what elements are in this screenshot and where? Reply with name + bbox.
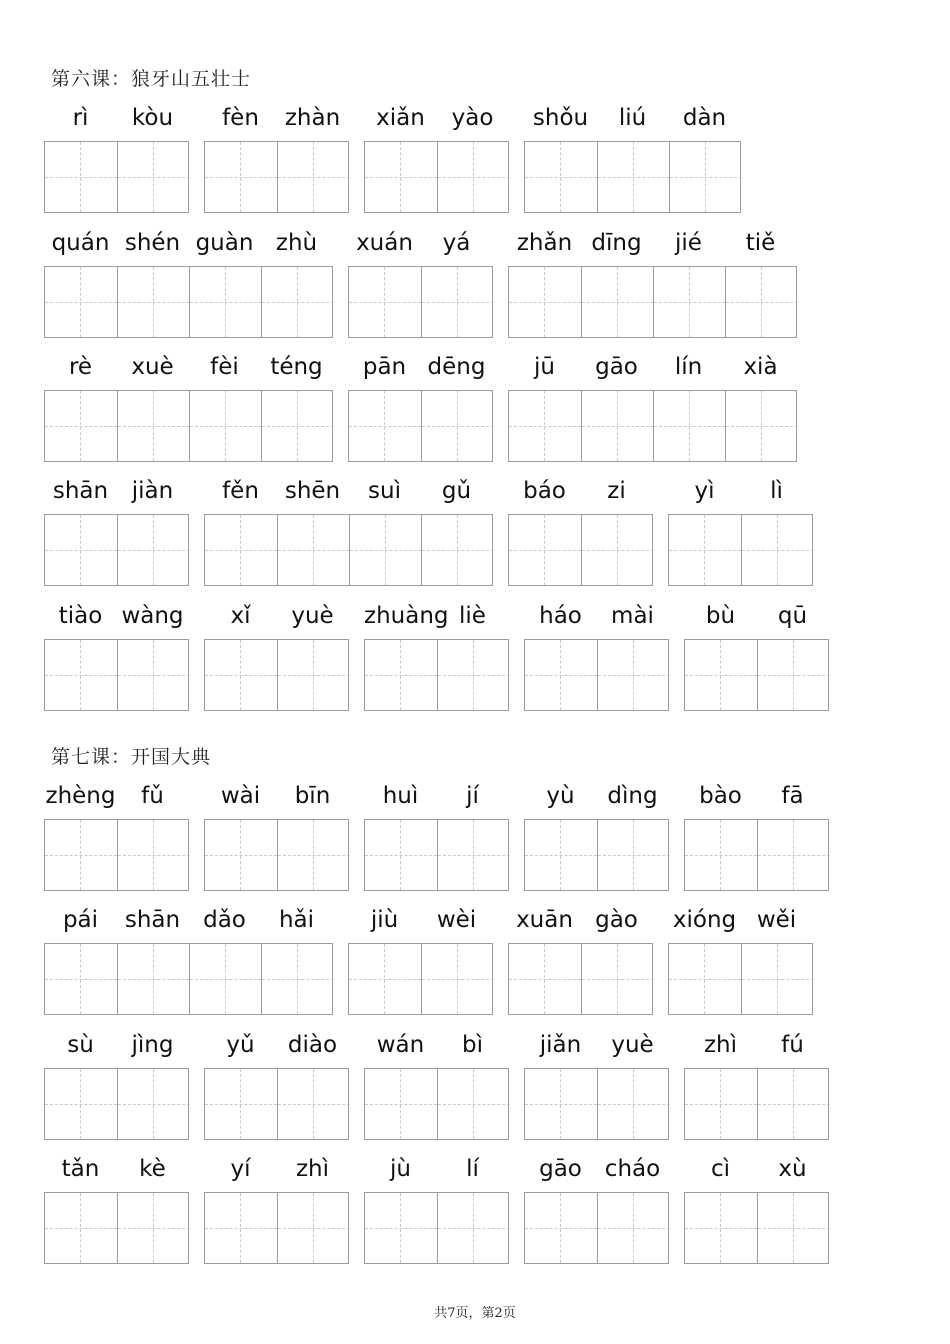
writing-cell[interactable] [525,640,597,710]
word-row [0,782,950,894]
pinyin-label: zhǎn [516,230,573,256]
word-box [508,514,653,586]
pinyin-label: zi [607,478,626,504]
writing-cell[interactable] [685,1069,757,1139]
writing-cell[interactable] [277,640,350,710]
pinyin-label: shān [124,907,181,933]
writing-cell[interactable] [117,640,190,710]
word-box [668,943,813,1015]
word-row [0,477,950,589]
pinyin-label: zhì [703,1032,738,1058]
writing-cell[interactable] [597,640,670,710]
pinyin-label: yí [230,1156,251,1182]
pinyin-label: wěi [756,907,797,933]
pinyin-label: fèi [210,354,239,380]
pinyin-label: fèn [222,105,259,131]
pinyin-label: fú [781,1032,804,1058]
word-box [364,141,509,213]
writing-cell[interactable] [365,1193,437,1263]
writing-cell[interactable] [597,1193,670,1263]
word-row [0,353,950,465]
word-box [524,1192,669,1264]
writing-cell[interactable] [349,391,421,461]
writing-cell[interactable] [205,1069,277,1139]
writing-cell[interactable] [597,820,670,890]
writing-cell[interactable] [653,267,726,337]
writing-cell[interactable] [117,391,190,461]
pinyin-label: tiào [58,603,103,629]
word-box [364,819,509,891]
word-row [0,229,950,341]
word-box [44,639,189,711]
pinyin-label: shēn [284,478,341,504]
word-box [44,266,333,338]
word-box [364,1192,509,1264]
writing-cell[interactable] [277,515,350,585]
pinyin-label: yuè [611,1032,654,1058]
pinyin-label: xuè [131,354,174,380]
writing-cell[interactable] [45,1193,117,1263]
pinyin-label: zhì [295,1156,330,1182]
word-box [44,943,333,1015]
pinyin-label: bì [462,1032,483,1058]
pinyin-label: yì [694,478,715,504]
pinyin-label: liú [618,105,647,131]
writing-cell[interactable] [117,515,190,585]
pinyin-label: lì [770,478,783,504]
writing-cell[interactable] [365,1069,437,1139]
writing-cell[interactable] [757,820,830,890]
writing-cell[interactable] [45,391,117,461]
writing-cell[interactable] [669,142,742,212]
pinyin-label: yǔ [226,1032,255,1058]
pinyin-label: dēng [427,354,486,380]
pinyin-label: shén [124,230,181,256]
writing-cell[interactable] [45,515,117,585]
word-box [204,141,349,213]
pinyin-label: gǔ [441,478,472,504]
pinyin-label: xǐ [230,603,251,629]
writing-cell[interactable] [117,1069,190,1139]
pinyin-label: jiù [370,907,399,933]
pinyin-label: hǎi [278,907,315,933]
writing-cell[interactable] [365,820,437,890]
word-box [204,1192,349,1264]
pinyin-label: xià [743,354,778,380]
pinyin-label: jiǎn [539,1032,582,1058]
pinyin-label: cháo [604,1156,661,1182]
pinyin-label: gào [595,907,638,933]
writing-cell[interactable] [581,515,654,585]
writing-cell[interactable] [669,944,741,1014]
pinyin-label: fā [781,783,804,809]
pinyin-label: dǎo [203,907,246,933]
writing-cell[interactable] [421,267,494,337]
pinyin-label: yào [451,105,494,131]
writing-cell[interactable] [205,820,277,890]
pinyin-label: báo [523,478,566,504]
pinyin-label: lín [674,354,703,380]
word-box [364,639,509,711]
word-box [204,639,349,711]
pinyin-label: jū [534,354,555,380]
pinyin-label: zhèng [45,783,116,809]
writing-cell[interactable] [189,944,262,1014]
writing-cell[interactable] [261,267,334,337]
lesson-title: 第七课：开国大典 [51,746,212,768]
pinyin-label: zhù [275,230,318,256]
pinyin-label: pān [362,354,407,380]
writing-cell[interactable] [45,1069,117,1139]
writing-cell[interactable] [421,391,494,461]
pinyin-label: tǎn [61,1156,100,1182]
writing-cell[interactable] [597,142,670,212]
word-row [0,104,950,216]
writing-cell[interactable] [509,267,581,337]
writing-cell[interactable] [685,820,757,890]
writing-cell[interactable] [277,1069,350,1139]
pinyin-label: wèi [436,907,477,933]
writing-cell[interactable] [261,944,334,1014]
word-row [0,1031,950,1143]
pinyin-label: shǒu [532,105,589,131]
writing-cell[interactable] [45,820,117,890]
pinyin-label: zhuàng [364,603,449,629]
lesson-title: 第六课：狼牙山五壮士 [51,68,252,90]
pinyin-label: rì [72,105,89,131]
pinyin-label: xù [778,1156,807,1182]
pinyin-label: tiě [745,230,776,256]
pinyin-label: bù [705,603,736,629]
pinyin-label: lí [466,1156,479,1182]
page-footer: 共7页，第2页 [434,1306,516,1321]
writing-cell[interactable] [117,820,190,890]
pinyin-label: jìng [131,1032,174,1058]
pinyin-label: yuè [291,603,334,629]
pinyin-label: xuān [516,907,573,933]
writing-cell[interactable] [189,391,262,461]
word-box [668,514,813,586]
word-box [524,1068,669,1140]
pinyin-label: bào [699,783,742,809]
pinyin-label: wán [376,1032,425,1058]
writing-cell[interactable] [525,1069,597,1139]
writing-cell[interactable] [437,640,510,710]
writing-cell[interactable] [45,267,117,337]
pinyin-label: shān [52,478,109,504]
pinyin-label: pái [62,907,99,933]
writing-cell[interactable] [349,515,422,585]
pinyin-label: xuán [356,230,413,256]
writing-cell[interactable] [189,267,262,337]
word-box [204,819,349,891]
writing-cell[interactable] [725,391,798,461]
writing-cell[interactable] [117,142,190,212]
writing-cell[interactable] [205,1193,277,1263]
pinyin-label: jí [466,783,479,809]
writing-cell[interactable] [509,391,581,461]
word-box [44,819,189,891]
pinyin-label: jù [390,1156,411,1182]
pinyin-label: sù [67,1032,94,1058]
writing-cell[interactable] [757,1069,830,1139]
word-box [524,819,669,891]
word-box [684,1068,829,1140]
word-box [44,1192,189,1264]
pinyin-label: dìng [607,783,658,809]
pinyin-label: mài [611,603,654,629]
writing-cell[interactable] [437,820,510,890]
pinyin-label: dīng [591,230,642,256]
pinyin-label: kè [139,1156,166,1182]
word-box [508,266,797,338]
pinyin-label: cì [710,1156,731,1182]
pinyin-label: yù [546,783,575,809]
writing-cell[interactable] [421,944,494,1014]
writing-cell[interactable] [757,1193,830,1263]
pinyin-label: háo [539,603,582,629]
pinyin-label: yá [442,230,471,256]
word-box [204,514,493,586]
writing-cell[interactable] [349,944,421,1014]
pinyin-label: xióng [672,907,737,933]
pinyin-label: qū [777,603,808,629]
writing-cell[interactable] [205,640,277,710]
writing-cell[interactable] [117,267,190,337]
writing-cell[interactable] [741,515,814,585]
writing-cell[interactable] [597,1069,670,1139]
pinyin-label: bīn [294,783,331,809]
writing-cell[interactable] [685,640,757,710]
pinyin-label: fěn [222,478,259,504]
pinyin-label: quán [51,230,110,256]
writing-cell[interactable] [525,142,597,212]
writing-cell[interactable] [365,640,437,710]
pinyin-label: jiàn [131,478,174,504]
writing-cell[interactable] [45,142,117,212]
writing-cell[interactable] [261,391,334,461]
writing-cell[interactable] [653,391,726,461]
writing-cell[interactable] [741,944,814,1014]
writing-cell[interactable] [525,1193,597,1263]
word-box [524,141,741,213]
pinyin-label: gāo [539,1156,582,1182]
writing-cell[interactable] [437,1069,510,1139]
pinyin-label: jié [675,230,702,256]
writing-cell[interactable] [757,640,830,710]
writing-cell[interactable] [525,820,597,890]
word-box [364,1068,509,1140]
writing-cell[interactable] [669,515,741,585]
writing-cell[interactable] [45,640,117,710]
writing-cell[interactable] [509,515,581,585]
writing-cell[interactable] [685,1193,757,1263]
writing-cell[interactable] [581,944,654,1014]
word-box [204,1068,349,1140]
pinyin-label: dàn [682,105,727,131]
word-box [348,943,493,1015]
writing-cell[interactable] [509,944,581,1014]
word-box [684,1192,829,1264]
writing-cell[interactable] [277,142,350,212]
writing-cell[interactable] [117,944,190,1014]
pinyin-label: suì [368,478,401,504]
word-box [44,390,333,462]
writing-cell[interactable] [117,1193,190,1263]
pinyin-label: fǔ [141,783,164,809]
pinyin-label: gāo [595,354,638,380]
word-box [508,390,797,462]
word-row [0,602,950,714]
word-box [44,1068,189,1140]
pinyin-label: wài [220,783,261,809]
writing-cell[interactable] [725,267,798,337]
pinyin-label: xiǎn [376,105,425,131]
writing-cell[interactable] [277,1193,350,1263]
pinyin-label: huì [382,783,419,809]
writing-cell[interactable] [205,142,277,212]
pinyin-label: guàn [195,230,254,256]
writing-cell[interactable] [205,515,277,585]
word-box [348,266,493,338]
word-box [44,514,189,586]
pinyin-label: wàng [121,603,184,629]
writing-cell[interactable] [421,515,494,585]
word-box [684,639,829,711]
word-row [0,1155,950,1267]
writing-cell[interactable] [365,142,437,212]
pinyin-label: téng [270,354,323,380]
writing-cell[interactable] [581,267,654,337]
writing-cell[interactable] [437,142,510,212]
word-box [44,141,189,213]
word-row [0,906,950,1018]
writing-cell[interactable] [581,391,654,461]
word-box [508,943,653,1015]
writing-cell[interactable] [349,267,421,337]
pinyin-label: zhàn [284,105,341,131]
word-box [684,819,829,891]
word-box [348,390,493,462]
writing-cell[interactable] [437,1193,510,1263]
writing-cell[interactable] [277,820,350,890]
pinyin-label: diào [287,1032,338,1058]
writing-cell[interactable] [45,944,117,1014]
word-box [524,639,669,711]
pinyin-label: kòu [131,105,174,131]
pinyin-label: liè [459,603,486,629]
pinyin-label: rè [68,354,93,380]
